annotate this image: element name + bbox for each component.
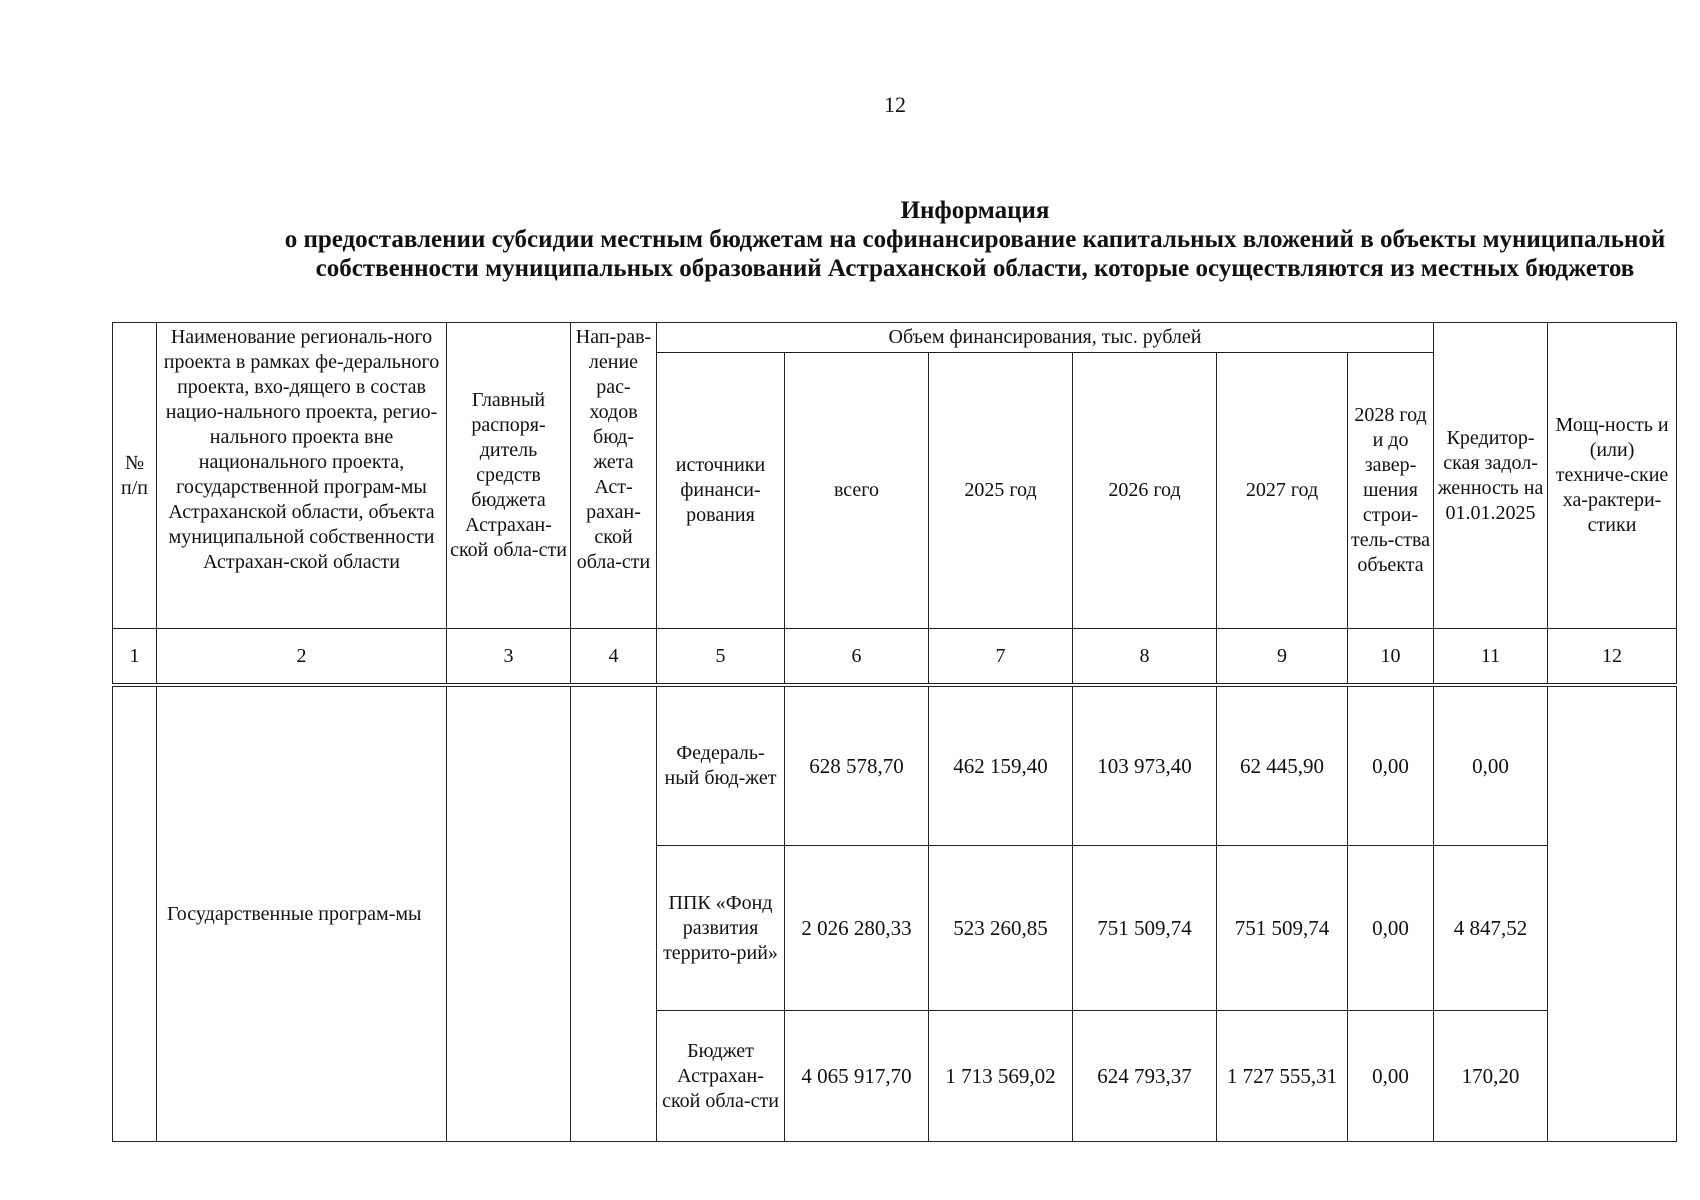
cell-2028: 0,00 xyxy=(1348,1011,1434,1142)
column-number: 5 xyxy=(657,629,785,686)
column-number: 7 xyxy=(929,629,1073,686)
column-number: 9 xyxy=(1217,629,1348,686)
cell-2027: 751 509,74 xyxy=(1217,846,1348,1011)
cell-debt: 170,20 xyxy=(1434,1011,1548,1142)
column-number: 6 xyxy=(785,629,929,686)
cell-2025: 1 713 569,02 xyxy=(929,1011,1073,1142)
table-row xyxy=(113,685,1677,846)
capacity-cell xyxy=(1548,685,1677,1142)
header-no: № п/п xyxy=(113,323,157,629)
document-title xyxy=(160,196,1700,283)
cell-2028: 0,00 xyxy=(1348,685,1434,846)
column-number: 4 xyxy=(571,629,657,686)
source-regional: Бюджет Астрахан-ской обла-сти xyxy=(657,1011,785,1142)
header-capacity: Мощ-ность и (или) техниче-ские ха-рактери-стики xyxy=(1548,323,1677,629)
source-federal: Федераль-ный бюд-жет xyxy=(657,685,785,846)
page-number: 12 xyxy=(884,92,906,117)
cell-2025: 462 159,40 xyxy=(929,685,1073,846)
section-name: Государственные програм-мы xyxy=(157,685,447,1142)
header-name: Наименование региональ-ного проекта в рамках фе-дерального проекта, вхо-дящего в состав нацио-нального проекта, регио-нального проекта вне национального проекта, государственной програм-мы Астраханской области, объекта муниципальной собственности Астрахан-ской области xyxy=(157,323,447,629)
title-line-1: Информация xyxy=(900,197,1050,224)
header-2025: 2025 год xyxy=(929,353,1073,629)
cell-total: 2 026 280,33 xyxy=(785,846,929,1011)
source-fund: ППК «Фонд развития террито-рий» xyxy=(657,846,785,1011)
cell-2027: 1 727 555,31 xyxy=(1217,1011,1348,1142)
cell-2026: 751 509,74 xyxy=(1073,846,1217,1011)
header-sources: источники финанси-рования xyxy=(657,353,785,629)
header-funding-group: Объем финансирования, тыс. рублей xyxy=(657,323,1434,353)
column-number: 11 xyxy=(1434,629,1548,686)
direction-cell xyxy=(571,685,657,1142)
header-2027: 2027 год xyxy=(1217,353,1348,629)
row-number-cell xyxy=(113,685,157,1142)
cell-total: 628 578,70 xyxy=(785,685,929,846)
column-number: 2 xyxy=(157,629,447,686)
column-number: 10 xyxy=(1348,629,1434,686)
manager-cell xyxy=(447,685,571,1142)
cell-2026: 624 793,37 xyxy=(1073,1011,1217,1142)
header-2028: 2028 год и до завер-шения строи-тель-ства объекта xyxy=(1348,353,1434,629)
cell-2026: 103 973,40 xyxy=(1073,685,1217,846)
column-number: 3 xyxy=(447,629,571,686)
title-line-2: о предоставлении субсидии местным бюджетам на софинансирование капитальных вложений в объекты муниципальной xyxy=(284,226,1666,253)
cell-2027: 62 445,90 xyxy=(1217,685,1348,846)
header-direction: Нап-рав-ление рас-ходов бюд-жета Аст-рахан-ской обла-сти xyxy=(571,323,657,629)
cell-total: 4 065 917,70 xyxy=(785,1011,929,1142)
funding-table xyxy=(112,322,1677,1142)
cell-2028: 0,00 xyxy=(1348,846,1434,1011)
column-number: 12 xyxy=(1548,629,1677,686)
header-manager: Главный распоря-дитель средств бюджета Астрахан-ской обла-сти xyxy=(447,323,571,629)
header-2026: 2026 год xyxy=(1073,353,1217,629)
header-debt: Кредитор-ская задол-женность на 01.01.2025 xyxy=(1434,323,1548,629)
title-line-3: собственности муниципальных образований Астраханской области, которые осуществляются из местных бюджетов xyxy=(315,255,1635,282)
column-number: 8 xyxy=(1073,629,1217,686)
header-total: всего xyxy=(785,353,929,629)
cell-debt: 4 847,52 xyxy=(1434,846,1548,1011)
column-number-row xyxy=(113,629,1677,686)
cell-debt: 0,00 xyxy=(1434,685,1548,846)
cell-2025: 523 260,85 xyxy=(929,846,1073,1011)
column-number: 1 xyxy=(113,629,157,686)
